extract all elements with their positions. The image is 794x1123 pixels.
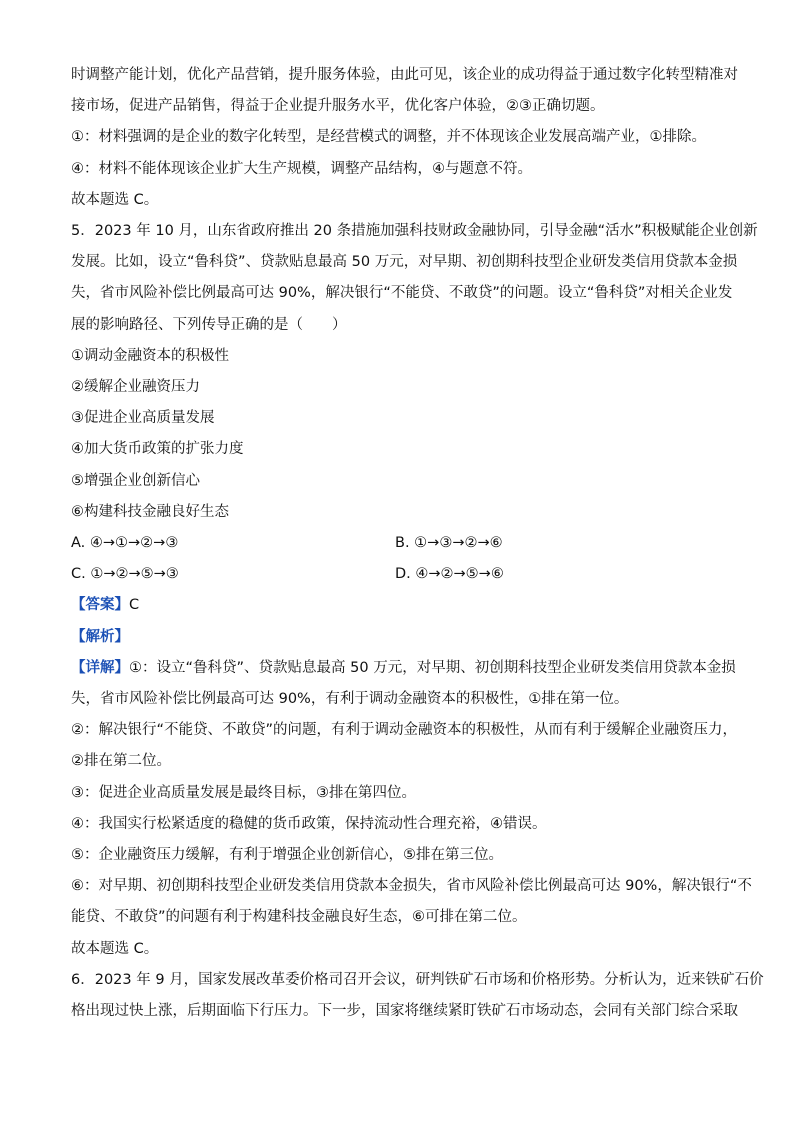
- previous-question-explanation: [71, 60, 738, 216]
- text-line: 故本题选 C。: [71, 191, 159, 208]
- answer-line: [71, 590, 723, 621]
- text-line: 时调整产能计划，优化产品营销，提升服务体验，由此可见，该企业的成功得益于通过数字化转型精准对: [71, 67, 738, 83]
- question-stem-line: 格出现过快上涨，后期面临下行压力。下一步，国家将继续紧盯铁矿石市场动态，会同有关部门综合采取: [71, 1003, 738, 1020]
- text-line: 接市场，促进产品销售，得益于企业提升服务水平，优化客户体验，②③正确切题。: [71, 98, 605, 115]
- option-c: C. ①→②→⑤→③: [71, 566, 179, 583]
- question-stem-line: 展的影响路径、下列传导正确的是（ ）: [71, 316, 347, 333]
- detail-tag: 【详解】: [71, 659, 129, 676]
- answer-tag: 【答案】: [71, 597, 129, 614]
- text-line: ④：材料不能体现该企业扩大生产规模，调整产品结构，④与题意不符。: [71, 160, 532, 177]
- question-stem-line: 发展。比如，设立“鲁科贷”、贷款贴息最高 50 万元，对早期、初创期科技型企业研发类信用贷款本金损: [71, 254, 738, 271]
- option-a: A. ④→①→②→③: [71, 535, 179, 552]
- answer-value: C: [129, 597, 140, 614]
- analysis-line: [71, 622, 723, 653]
- detail-text-line: ②排在第二位。: [71, 753, 171, 770]
- detail-text-line: ③：促进企业高质量发展是最终目标，③排在第四位。: [71, 784, 416, 801]
- statement-item: ⑤增强企业创新信心: [71, 472, 200, 489]
- question-5: [71, 216, 758, 965]
- detail-line: [71, 653, 736, 684]
- detail-text-line: ⑥：对早期、初创期科技型企业研发类信用贷款本金损失，省市风险补偿比例最高可达 90%，解决银行“不: [71, 878, 752, 895]
- statement-item: ①调动金融资本的积极性: [71, 347, 229, 364]
- detail-text: ①：设立“鲁科贷”、贷款贴息最高 50 万元，对早期、初创期科技型企业研发类信用贷款本金损: [129, 659, 736, 676]
- question-stem-line: 5．2023 年 10 月，山东省政府推出 20 条措施加强科技财政金融协同，引导金融“活水”积极赋能企业创新: [71, 223, 758, 240]
- detail-text-line: ④：我国实行松紧适度的稳健的货币政策，保持流动性合理充裕，④错误。: [71, 815, 547, 832]
- document-page: [71, 60, 764, 1027]
- question-6: [71, 965, 764, 1027]
- statement-item: ⑥构建科技金融良好生态: [71, 503, 229, 520]
- detail-text-line: ⑤：企业融资压力缓解，有利于增强企业创新信心，⑤排在第三位。: [71, 847, 503, 864]
- detail-text-line: 失，省市风险补偿比例最高可达 90%，有利于调动金融资本的积极性，①排在第一位。: [71, 691, 629, 708]
- detail-text-line: 能贷、不敢贷”的问题有利于构建科技金融良好生态，⑥可排在第二位。: [71, 909, 527, 926]
- statement-item: ④加大货币政策的扩张力度: [71, 441, 244, 458]
- options-row: [71, 528, 723, 559]
- option-d: D. ④→②→⑤→⑥: [395, 566, 504, 583]
- option-b: B. ①→③→②→⑥: [395, 535, 503, 552]
- detail-text-line: ②：解决银行“不能贷、不敢贷”的问题，有利于调动金融资本的积极性，从而有利于缓解企业融资压力，: [71, 722, 738, 739]
- options-row: [71, 559, 723, 590]
- statement-item: ③促进企业高质量发展: [71, 410, 215, 427]
- text-line: ①：材料强调的是企业的数字化转型，是经营模式的调整，并不体现该企业发展高端产业，①排除。: [71, 129, 706, 146]
- question-stem-line: 6．2023 年 9 月，国家发展改革委价格司召开会议，研判铁矿石市场和价格形势。分析认为，近来铁矿石价: [71, 971, 764, 988]
- detail-text-line: 故本题选 C。: [71, 940, 159, 957]
- statement-item: ②缓解企业融资压力: [71, 379, 200, 396]
- analysis-tag: 【解析】: [71, 628, 129, 645]
- question-stem-line: 失，省市风险补偿比例最高可达 90%，解决银行“不能贷、不敢贷”的问题。设立“鲁科贷”对相关企业发: [71, 285, 733, 302]
